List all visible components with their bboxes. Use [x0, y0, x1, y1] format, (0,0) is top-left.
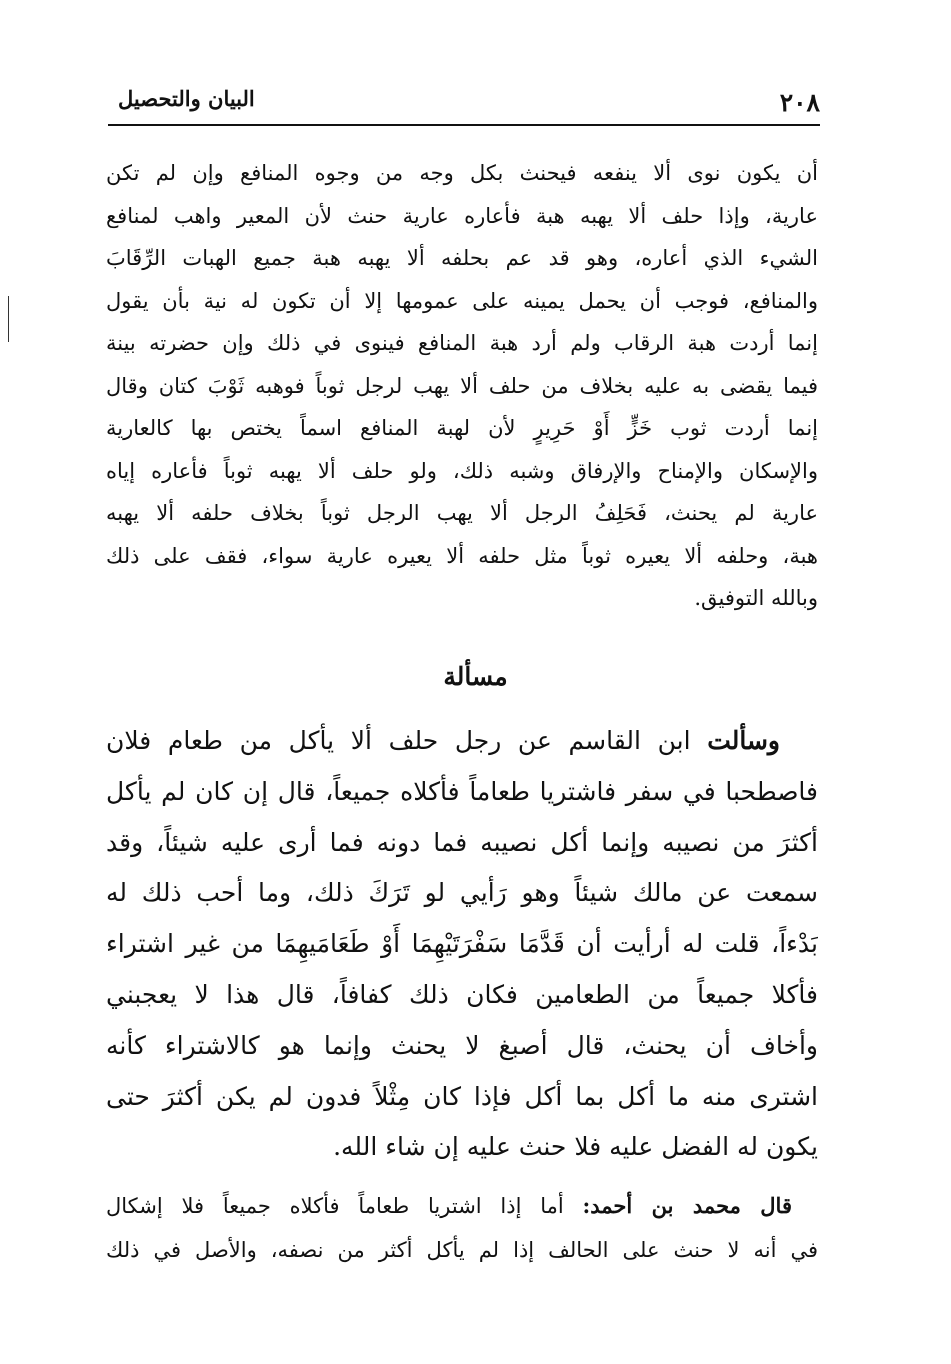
commentary-line: وبالله التوفيق. — [694, 586, 818, 610]
matn-line: فأكلا جميعاً من الطعامين فكان ذلك كفافاً، قال هذا لا يعجبني — [106, 979, 818, 1009]
sharh-lead: قال محمد بن أحمد: — [582, 1193, 792, 1218]
commentary-paragraph — [106, 152, 818, 620]
commentary-line: عارية، وإذا حلف ألا يهبه هبة فأعاره عارية حنث لأن المعير واهب لمنافع — [106, 203, 818, 228]
commentary-line: إنما أردت هبة الرقاب ولم أرد هبة المنافع فينوى في ذلك وإن حضرته بينة — [106, 331, 818, 355]
commentary-line: عارية لم يحنث، فَحَلِفُ الرجل ألا يهب الرجل ثوباً بخلاف حلفه ألا يهبه — [106, 501, 818, 525]
running-title: البيان والتحصيل — [118, 86, 255, 111]
page-number: ٢٠٨ — [779, 88, 820, 117]
sharh-line: في أنه لا حنث على الحالف إذا لم يأكل أكثر من نصفه، والأصل في ذلك — [106, 1238, 818, 1262]
commentary-line: والمنافع، فوجب أن يحمل يمينه على عمومها إلا أن تكون له نية بأن يقول — [106, 288, 818, 313]
matn-line: فاصطحبا في سفر فاشتريا طعاماً فأكلاه جميعاً، قال إن كان لم يأكل — [106, 776, 818, 806]
sharh-paragraph — [106, 1184, 818, 1272]
matn-line: اشترى منه ما أكل بما أكل فإذا كان مِثْلاً فدون لم يكن أكثرَ حتى — [106, 1081, 818, 1111]
commentary-line: هبة، وحلفه ألا يعيره ثوباً مثل حلفه ألا يعيره عارية سواء، فقف على ذلك — [106, 543, 818, 568]
matn-line: سمعت عن مالك شيئاً وهو رَأيي لو تَرَكَ ذلك، وما أحب ذلك له — [106, 878, 818, 908]
matn-first-line-text: ابن القاسم عن رجل حلف ألا يأكل من طعام فلان — [106, 726, 708, 755]
matn-line: وأخاف أن يحنث، قال أصبغ لا يحنث وإنما هو كالاشتراء كأنه — [106, 1030, 818, 1060]
commentary-line: والإسكان والإمناح والإرفاق وشبه ذلك، ولو حلف ألا يهبه ثوباً فأعاره إياه — [106, 458, 818, 483]
commentary-line: الشيء الذي أعاره، وهو قد عم بحلفه ألا يهبه هبة جميع الهبات الرِّقَابَ — [106, 246, 818, 270]
matn-lead-word: وسألت — [707, 726, 780, 755]
sharh-first-line — [106, 1184, 818, 1228]
matn-line: أكثرَ من نصيبه وإنما أكل نصيبه فما دونه فما أرى عليه شيئاً، وقد — [106, 827, 818, 857]
matn-line: بَدْءاً، قلت له أرأيت أن قَدَّمَا سَفْرَتَيْهِمَا أَوْ طَعَامَيهِمَا من غير اشتراء — [106, 929, 818, 959]
section-heading: مسألة — [443, 662, 508, 691]
commentary-line: فيما يقضى به عليه بخلاف من حلف ألا يهب لرجل ثوباً فوهبه ثَوْبَ كتان وقال — [106, 373, 818, 398]
page-header — [108, 80, 820, 126]
matn-line: يكون له الفضل عليه فلا حنث عليه إن شاء الله. — [333, 1132, 818, 1162]
commentary-line: أن يكون نوى ألا ينفعه فيحنث بكل وجه من وجوه المنافع وإن لم تكن — [106, 161, 818, 185]
sharh-first-line-text: أما إذا اشتريا طعاماً فأكلاه جميعاً فلا إشكال — [106, 1194, 583, 1218]
commentary-line: إنما أردت ثوب خَزٍّ أَوْ حَرِيرٍ لأن لهبة المنافع اسماً يختص بها كالعارية — [106, 416, 818, 440]
scan-margin-mark — [8, 296, 9, 342]
matn-first-line — [106, 716, 818, 767]
matn-paragraph — [106, 716, 818, 1173]
